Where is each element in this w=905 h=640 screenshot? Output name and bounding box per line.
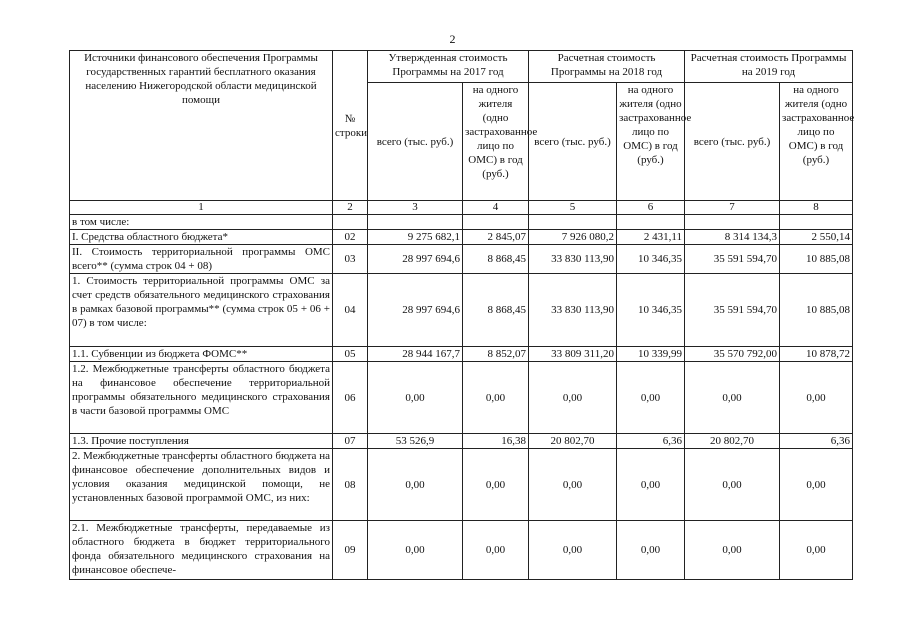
cell-total-2017 [368,215,463,230]
header-total-2018: всего (тыс. руб.) [529,83,617,201]
column-index: 4 [463,201,529,215]
cell-per-capita-2018 [617,215,685,230]
row-number: 05 [333,347,368,362]
cell-per-capita-2017: 8 868,45 [463,245,529,274]
table-row [70,230,853,245]
table-row [70,274,853,347]
column-index: 5 [529,201,617,215]
cell-per-capita-2019: 10 885,08 [780,245,853,274]
cell-total-2017: 0,00 [368,362,463,434]
cell-per-capita-2018: 2 431,11 [617,230,685,245]
header-source: Источники финансового обеспечения Программы государственных гарантий бесплатного оказания населению Нижегородской области медицинской помощи [70,51,333,201]
cell-total-2018: 0,00 [529,449,617,521]
cell-total-2018: 33 830 113,90 [529,245,617,274]
cell-total-2017: 28 997 694,6 [368,245,463,274]
row-number: 04 [333,274,368,347]
row-description: 2.1. Межбюджетные трансферты, передаваемые из областного бюджета в бюджет территориального фонда обязательного медицинского страхования на финансовое обеспече- [70,521,333,580]
cell-total-2018: 0,00 [529,362,617,434]
cell-per-capita-2019 [780,215,853,230]
column-index: 7 [685,201,780,215]
header-total-2017: всего (тыс. руб.) [368,83,463,201]
header-per-capita-2019: на одного жителя (одно застрахованное лицо по ОМС) в год (руб.) [780,83,853,201]
row-description: II. Стоимость территориальной программы ОМС всего** (сумма строк 04 + 08) [70,245,333,274]
cell-per-capita-2018: 0,00 [617,521,685,580]
cell-total-2018 [529,215,617,230]
row-number: 09 [333,521,368,580]
cell-total-2019 [685,215,780,230]
cell-per-capita-2019: 6,36 [780,434,853,449]
header-per-capita-2017: на одного жителя (одно застрахованное лицо по ОМС) в год (руб.) [463,83,529,201]
cell-total-2018: 7 926 080,2 [529,230,617,245]
cell-per-capita-2019: 0,00 [780,521,853,580]
row-number: 02 [333,230,368,245]
financing-table [69,50,853,580]
header-group-2018: Расчетная стоимость Программы на 2018 год [529,51,685,83]
row-number: 03 [333,245,368,274]
cell-total-2017: 0,00 [368,449,463,521]
cell-per-capita-2019: 2 550,14 [780,230,853,245]
cell-per-capita-2019: 0,00 [780,362,853,434]
cell-per-capita-2017: 0,00 [463,521,529,580]
row-description: в том числе: [70,215,333,230]
cell-per-capita-2018: 0,00 [617,362,685,434]
row-description: 1.2. Межбюджетные трансферты областного бюджета на финансовое обеспечение территориальной программы обязательного медицинского страхования в части базовой программы ОМС [70,362,333,434]
row-description: 2. Межбюджетные трансферты областного бюджета на финансовое обеспечение дополнительных видов и условия оказания медицинской помощи, не установленных базовой программой ОМС, из них: [70,449,333,521]
cell-total-2019: 35 591 594,70 [685,274,780,347]
row-number: 07 [333,434,368,449]
cell-per-capita-2019: 10 878,72 [780,347,853,362]
cell-total-2017: 0,00 [368,521,463,580]
cell-total-2018: 0,00 [529,521,617,580]
cell-per-capita-2018: 6,36 [617,434,685,449]
column-index: 6 [617,201,685,215]
row-description: 1.3. Прочие поступления [70,434,333,449]
column-index-row [70,201,853,215]
table-row [70,215,853,230]
cell-total-2017: 53 526,9 [368,434,463,449]
cell-total-2019: 35 591 594,70 [685,245,780,274]
row-number [333,215,368,230]
header-total-2019: всего (тыс. руб.) [685,83,780,201]
table-row [70,347,853,362]
cell-total-2019: 0,00 [685,521,780,580]
table-row [70,521,853,580]
column-index: 1 [70,201,333,215]
row-number: 06 [333,362,368,434]
header-group-2019: Расчетная стоимость Программы на 2019 год [685,51,853,83]
cell-per-capita-2018: 10 346,35 [617,245,685,274]
cell-per-capita-2018: 0,00 [617,449,685,521]
table-row [70,434,853,449]
cell-total-2018: 33 830 113,90 [529,274,617,347]
cell-total-2019: 20 802,70 [685,434,780,449]
cell-per-capita-2017: 0,00 [463,362,529,434]
table-row [70,245,853,274]
cell-per-capita-2017: 8 852,07 [463,347,529,362]
header-per-capita-2018: на одного жителя (одно застрахованное лицо по ОМС) в год (руб.) [617,83,685,201]
column-index: 2 [333,201,368,215]
cell-total-2017: 9 275 682,1 [368,230,463,245]
cell-per-capita-2018: 10 346,35 [617,274,685,347]
page-number: 2 [449,32,456,46]
cell-total-2018: 20 802,70 [529,434,617,449]
cell-per-capita-2017: 2 845,07 [463,230,529,245]
row-description: 1. Стоимость территориальной программы ОМС за счет средств обязательного медицинского страхования в рамках базовой программы** (сумма строк 05 + 06 + 07) в том числе: [70,274,333,347]
header-row-number: № строки [333,51,368,201]
cell-total-2019: 35 570 792,00 [685,347,780,362]
row-number: 08 [333,449,368,521]
column-index: 3 [368,201,463,215]
cell-per-capita-2017: 8 868,45 [463,274,529,347]
cell-per-capita-2017: 16,38 [463,434,529,449]
cell-per-capita-2019: 10 885,08 [780,274,853,347]
row-description: 1.1. Субвенции из бюджета ФОМС** [70,347,333,362]
cell-total-2019: 8 314 134,3 [685,230,780,245]
column-index: 8 [780,201,853,215]
header-group-2017: Утвержденная стоимость Программы на 2017 год [368,51,529,83]
cell-total-2017: 28 944 167,7 [368,347,463,362]
table-row [70,449,853,521]
cell-total-2019: 0,00 [685,362,780,434]
cell-total-2017: 28 997 694,6 [368,274,463,347]
row-description: I. Средства областного бюджета* [70,230,333,245]
cell-total-2019: 0,00 [685,449,780,521]
table-row [70,362,853,434]
cell-per-capita-2017: 0,00 [463,449,529,521]
cell-per-capita-2019: 0,00 [780,449,853,521]
cell-per-capita-2018: 10 339,99 [617,347,685,362]
cell-per-capita-2017 [463,215,529,230]
cell-total-2018: 33 809 311,20 [529,347,617,362]
